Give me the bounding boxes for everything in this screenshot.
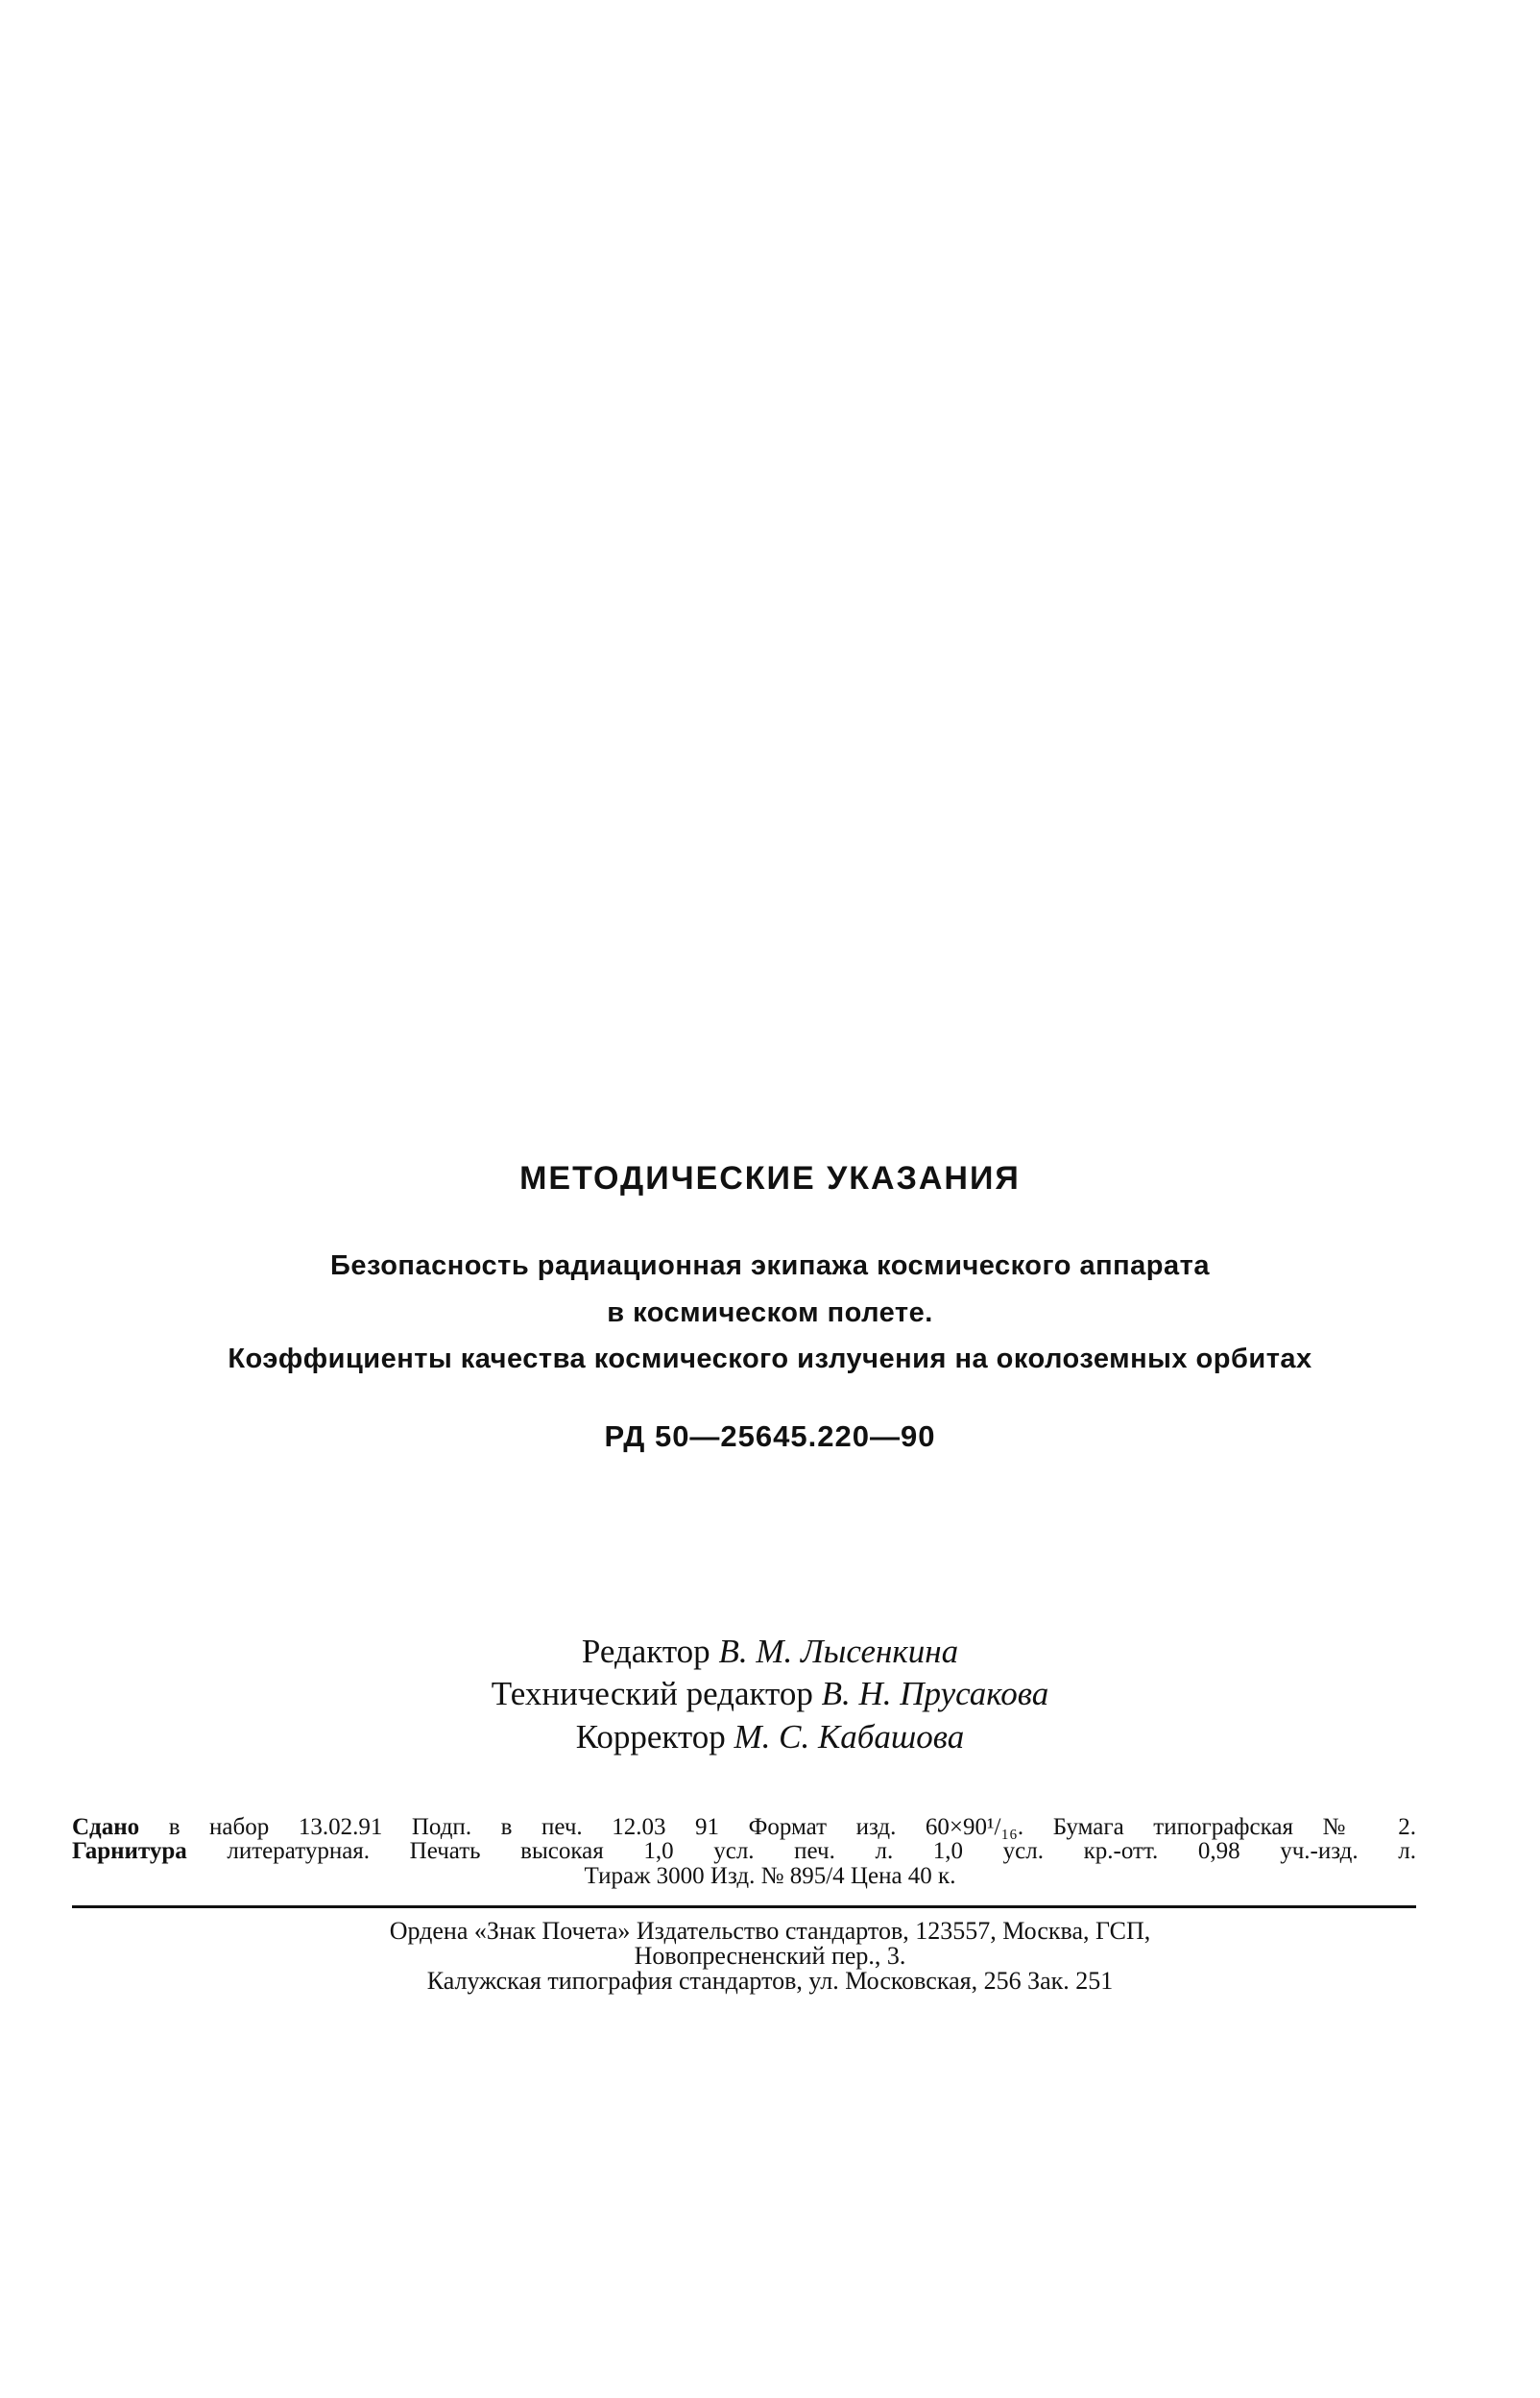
imprint-text: литературная. Печать высокая 1,0 усл. печ. л. 1,0 усл. кр.-отт. 0,98 уч.-изд. л. <box>227 1838 1416 1864</box>
credit-person: В. Н. Прусакова <box>821 1675 1049 1712</box>
subtitle-line-2: в космическом полете. <box>607 1297 933 1328</box>
credit-person: М. С. Кабашова <box>734 1718 965 1756</box>
credit-proofreader <box>0 1718 1540 1756</box>
credit-editor <box>0 1633 1540 1671</box>
imprint-line-2 <box>72 1839 1416 1863</box>
imprint-lead: Гарнитура <box>72 1838 187 1864</box>
imprint-line-1 <box>72 1815 1416 1839</box>
document-code: РД 50—25645.220—90 <box>604 1419 936 1453</box>
credit-role: Технический редактор <box>491 1675 813 1712</box>
credit-technical-editor <box>0 1675 1540 1713</box>
publisher-line-3: Калужская типография стандартов, ул. Московская, 256 Зак. 251 <box>426 1967 1114 1995</box>
imprint-text: в набор 13.02.91 Подп. в печ. 12.03 91 Формат изд. 60×90¹/₁₆. Бумага типографская № 2. <box>168 1814 1416 1840</box>
credit-role: Редактор <box>581 1633 710 1670</box>
imprint-lead: Сдано <box>72 1814 140 1840</box>
page-title: МЕТОДИЧЕСКИЕ УКАЗАНИЯ <box>519 1160 1021 1197</box>
publisher-line-1: Ордена «Знак Почета» Издательство стандартов, 123557, Москва, ГСП, <box>389 1917 1151 1945</box>
publisher-line-2: Новопресненский пер., 3. <box>634 1942 906 1970</box>
credit-role: Корректор <box>575 1718 726 1756</box>
divider <box>72 1905 1416 1908</box>
subtitle-line-3: Коэффициенты качества космического излучения на околоземных орбитах <box>228 1344 1312 1374</box>
credit-person: В. М. Лысенкина <box>718 1633 959 1670</box>
imprint-line-3: Тираж 3000 Изд. № 895/4 Цена 40 к. <box>584 1863 956 1889</box>
subtitle-line-1: Безопасность радиационная экипажа космического аппарата <box>330 1250 1210 1281</box>
